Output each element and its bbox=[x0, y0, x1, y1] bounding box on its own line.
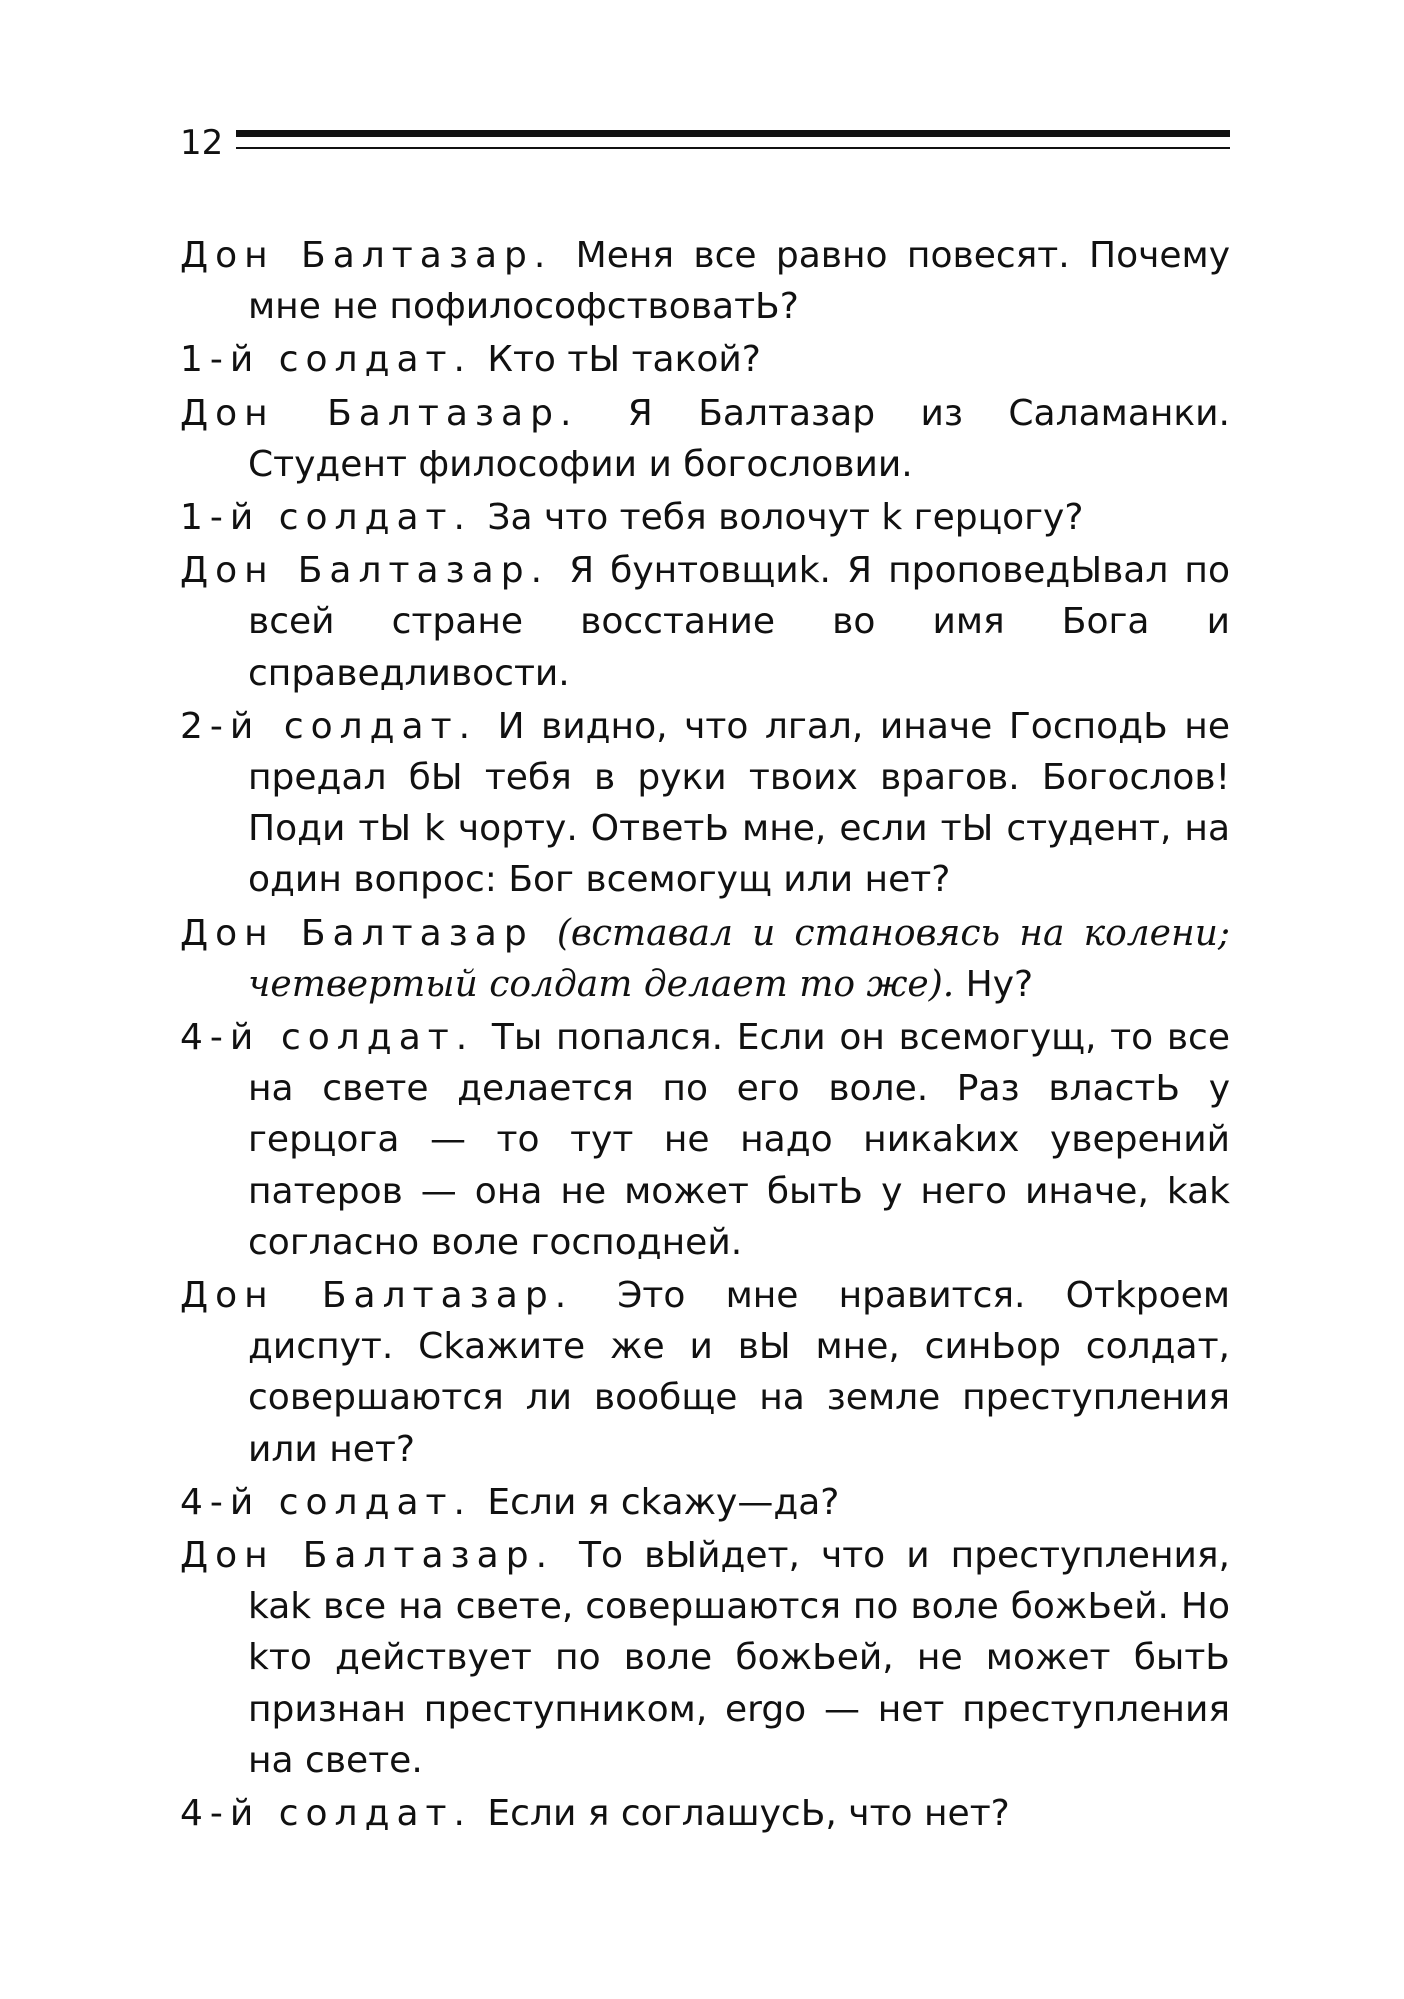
dialogue-entry bbox=[180, 492, 1230, 543]
speaker-name: Дон Балтазар bbox=[180, 912, 534, 954]
speaker-name: Дон Балтазар. bbox=[180, 1275, 574, 1317]
speaker-name: Дон Балтазар. bbox=[180, 392, 579, 434]
header-rule-thin bbox=[236, 147, 1230, 149]
dialogue-entry bbox=[180, 545, 1230, 699]
speaker-name: 2-й солдат. bbox=[180, 705, 478, 747]
speech-text: И видно, что лгал, иначе ГосподЬ не предал бЫ тебя в руки твоих врагов. Богослов! Поди тЫ k чорту. ОтветЬ мне, если тЫ студент, на один вопрос: Бог всемогущ или нет? bbox=[248, 705, 1230, 901]
dialogue-entry bbox=[180, 388, 1230, 490]
speech-text: То вЫйдет, что и преступления, kak все на свете, совершаются по воле божЬей. Но kто действует по воле божЬей, не может бытЬ признан преступником, ergo — нет преступления на свете. bbox=[248, 1535, 1230, 1781]
dialogue-text bbox=[180, 230, 1230, 1841]
speaker-name: 4-й солдат. bbox=[180, 1793, 472, 1835]
speaker-name: 1-й солдат. bbox=[180, 339, 472, 381]
stage-direction: (вставал и становясь на колени; четвертый солдат делает то же). bbox=[248, 912, 1231, 1005]
speaker-name: 4-й солдат. bbox=[180, 1481, 472, 1523]
speaker-name: Дон Балтазар. bbox=[180, 1535, 555, 1577]
speech-text: Кто тЫ такой? bbox=[487, 339, 761, 381]
speaker-name: 1-й солдат. bbox=[180, 497, 472, 539]
speech-text: Меня все равно повесят. Почему мне не пофилософствоватЬ? bbox=[248, 235, 1231, 328]
speech-text: Это мне нравится. Отkроем диспут. Сkажите же и вЫ мне, синЬор солдат, совершаются ли вообще на земле преступления или нет? bbox=[248, 1275, 1230, 1470]
speech-text: Ну? bbox=[965, 963, 1034, 1005]
speaker-name: 4-й солдат. bbox=[180, 1017, 475, 1059]
speech-text: Если я сkажу—да? bbox=[487, 1481, 840, 1523]
speech-text: Если я соглашусЬ, что нет? bbox=[487, 1793, 1010, 1835]
speech-text: За что тебя волочут k герцогу? bbox=[487, 497, 1084, 539]
page-number: 12 bbox=[180, 123, 224, 163]
speaker-name: Дон Балтазар. bbox=[180, 550, 550, 592]
dialogue-entry bbox=[180, 334, 1230, 385]
dialogue-entry bbox=[180, 1530, 1230, 1786]
dialogue-entry bbox=[180, 1012, 1230, 1268]
page-header bbox=[180, 120, 1230, 163]
speech-text: Ты попался. Если он всемогущ, то все на свете делается по его воле. Раз властЬ у герцога — то тут не надо никаkих уверений патеров — она не может бытЬ у него иначе, kak согласно воле господней. bbox=[248, 1017, 1230, 1263]
dialogue-entry bbox=[180, 908, 1230, 1010]
dialogue-entry bbox=[180, 1477, 1230, 1528]
dialogue-entry bbox=[180, 1270, 1230, 1475]
dialogue-entry bbox=[180, 701, 1230, 906]
speech-text: Я Балтазар из Саламанки. Студент философии и богословии. bbox=[248, 392, 1230, 485]
speaker-name: Дон Балтазар. bbox=[180, 235, 553, 276]
header-rule-thick bbox=[236, 130, 1230, 137]
dialogue-entry bbox=[180, 1788, 1230, 1839]
speech-text: Я бунтовщиk. Я проповедЫвал по всей стране восстание во имя Бога и справедливости. bbox=[248, 550, 1230, 694]
dialogue-entry bbox=[180, 230, 1230, 332]
